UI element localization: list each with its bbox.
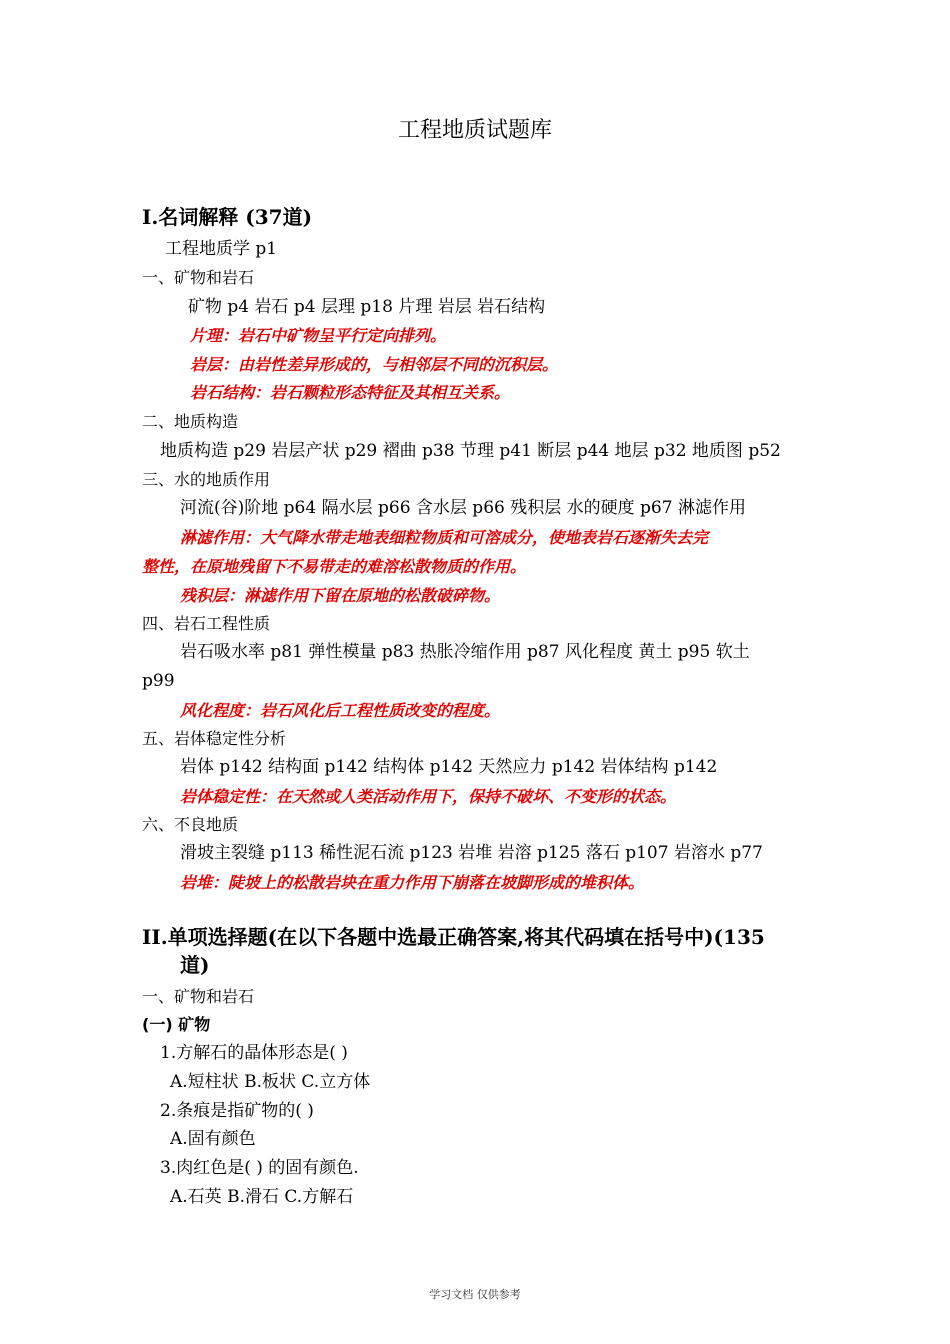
term-list: 河流(谷)阶地 p64 隔水层 p66 含水层 p66 残积层 水的硬度 p67 淋滤作用 (180, 498, 746, 518)
section-2-heading-cont: 道) (180, 953, 210, 977)
page-title: 工程地质试题库 (397, 118, 552, 143)
section-1-heading: I.名词解释 (37道) (142, 205, 313, 229)
term-list: 矿物 p4 岩石 p4 层理 p18 片理 岩层 岩石结构 (188, 297, 546, 317)
subsection-heading: 六、不良地质 (142, 815, 239, 834)
section-1-intro: 工程地质学 p1 (165, 239, 278, 259)
term-list: 滑坡主裂缝 p113 稀性泥石流 p123 岩堆 岩溶 p125 落石 p107 岩溶水 p77 (180, 843, 763, 863)
question: 2.条痕是指矿物的( ) (160, 1101, 314, 1121)
subsection-heading: 一、矿物和岩石 (142, 987, 255, 1006)
answer-options: A.石英 B.滑石 C.方解石 (170, 1187, 354, 1207)
term-list: p99 (142, 671, 175, 691)
subsection-heading: 五、岩体稳定性分析 (142, 729, 287, 748)
page-footer: 学习文档 仅供参考 (429, 1288, 521, 1301)
answer-options: A.固有颜色 (170, 1129, 256, 1149)
term-list: 岩石吸水率 p81 弹性模量 p83 热胀冷缩作用 p87 风化程度 黄土 p95 软土 (180, 642, 750, 662)
definition: 岩石结构：岩石颗粒形态特征及其相互关系。 (190, 383, 511, 402)
subsection-heading: 二、地质构造 (142, 412, 239, 431)
sub-subsection-heading: (一) 矿物 (142, 1015, 211, 1034)
question: 1.方解石的晶体形态是( ) (160, 1043, 348, 1063)
term-list: 地质构造 p29 岩层产状 p29 褶曲 p38 节理 p41 断层 p44 地层 p32 地质图 p52 (160, 441, 781, 461)
section-2-heading: II.单项选择题(在以下各题中选最正确答案,将其代码填在括号中)(135 (142, 925, 765, 949)
definition: 淋滤作用：大气降水带走地表细粒物质和可溶成分，使地表岩石逐渐失去完 (180, 528, 709, 547)
definition: 残积层：淋滤作用下留在原地的松散破碎物。 (180, 586, 501, 605)
definition: 整性，在原地残留下不易带走的难溶松散物质的作用。 (142, 557, 527, 576)
subsection-heading: 三、水的地质作用 (142, 470, 271, 489)
definition: 岩层：由岩性差异形成的，与相邻层不同的沉积层。 (190, 355, 559, 374)
definition: 岩堆：陡坡上的松散岩块在重力作用下崩落在坡脚形成的堆积体。 (180, 873, 645, 892)
term-list: 岩体 p142 结构面 p142 结构体 p142 天然应力 p142 岩体结构 p142 (180, 757, 718, 777)
definition: 风化程度：岩石风化后工程性质改变的程度。 (180, 701, 501, 720)
subsection-heading: 四、岩石工程性质 (142, 614, 271, 633)
question: 3.肉红色是( ) 的固有颜色. (160, 1158, 359, 1178)
answer-options: A.短柱状 B.板状 C.立方体 (170, 1072, 371, 1092)
subsection-heading: 一、矿物和岩石 (142, 268, 255, 287)
definition: 岩体稳定性：在天然或人类活动作用下，保持不破坏、不变形的状态。 (180, 787, 677, 806)
definition: 片理：岩石中矿物呈平行定向排列。 (190, 326, 447, 345)
